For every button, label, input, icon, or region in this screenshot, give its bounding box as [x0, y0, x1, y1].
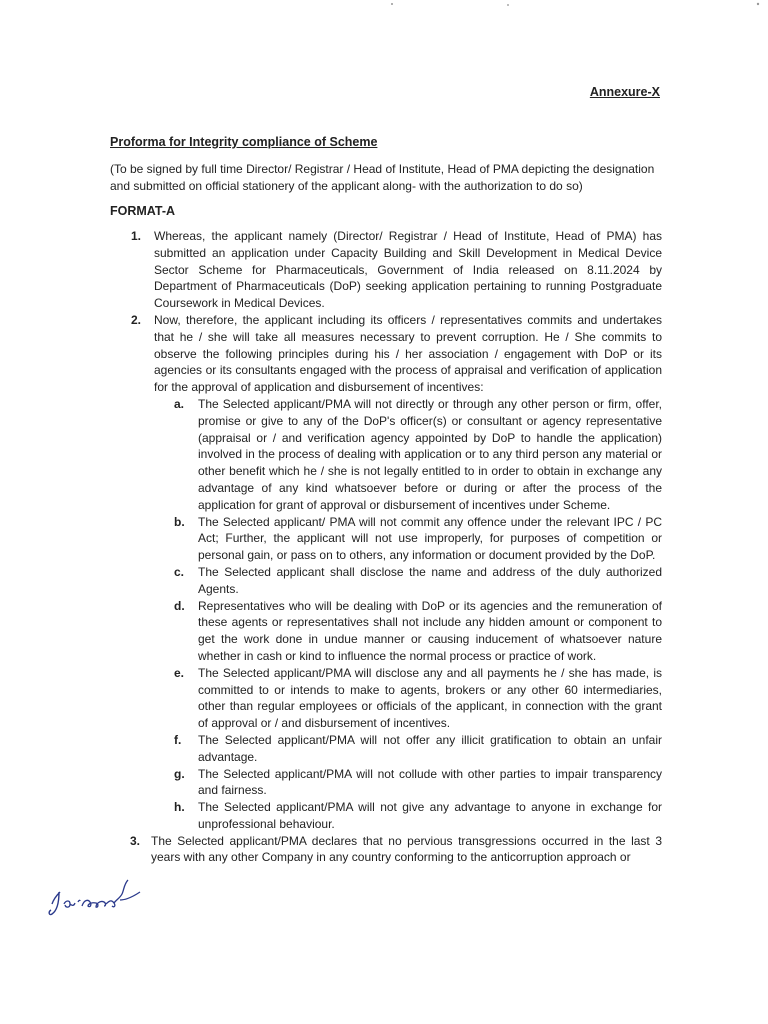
signature-stroke	[64, 901, 75, 907]
clause-text: The Selected applicant/PMA declares that no pervious transgressions occurred in the last 3 years with any other Company in any country conforming to the anticorruption approach or	[151, 833, 662, 865]
subclause-letter: d.	[174, 598, 185, 613]
subclause-e	[174, 665, 662, 732]
subclause-text: The Selected applicant/PMA will not offer any illicit gratification to obtain an unfair advantage.	[198, 732, 662, 764]
subclause-letter: g.	[174, 766, 185, 781]
subclause-text: The Selected applicant shall disclose the name and address of the duly authorized Agents.	[198, 564, 662, 596]
scan-dot	[507, 4, 509, 6]
subclause-c	[174, 564, 662, 598]
annexure-label: Annexure-X	[589, 85, 660, 99]
clause-number: 1.	[131, 229, 142, 243]
page-title: Proforma for Integrity compliance of Scheme	[110, 135, 378, 149]
clause-number: 2.	[131, 312, 142, 327]
subclause-h	[174, 799, 662, 833]
signature-stroke	[78, 900, 80, 902]
subclause-letter: b.	[174, 514, 185, 529]
signature-stroke	[106, 880, 128, 907]
subclause-b	[174, 514, 662, 564]
scan-dot	[391, 3, 393, 5]
subclause-letter: f.	[174, 732, 182, 747]
subclause-text: The Selected applicant/PMA will not give any advantage to anyone in exchange for unprofessional behaviour.	[198, 800, 662, 831]
subclause-g	[174, 766, 662, 800]
subclause-d	[174, 598, 662, 665]
subclause-letter: c.	[174, 564, 185, 579]
subclause-letter: h.	[174, 800, 185, 815]
subclause-letter: a.	[174, 396, 185, 411]
signature-stroke	[82, 900, 106, 907]
subclause-text: The Selected applicant/ PMA will not commit any offence under the relevant IPC / PC Act; Further, the applicant will not use improperly, for purposes of competition or personal gain, or pass on to others, any information or document provided by the DoP.	[198, 514, 662, 563]
clause-text: Whereas, the applicant namely (Director/ Registrar / Head of Institute, Head of PMA) has submitted an application under Capacity Building and Skill Development in Medical Device Sector Scheme for Pharmaceuticals, Government of India released on 8.11.2024 by Department of Pharmaceuticals (DoP) seeking application pertaining to running Postgraduate Coursework in Medical Devices.	[154, 229, 662, 311]
subclause-text: The Selected applicant/PMA will not collude with other parties to impair transparency and fairness.	[198, 766, 662, 798]
format-label: FORMAT-A	[110, 204, 176, 218]
clause-2	[110, 312, 662, 396]
clauses-list	[110, 228, 662, 866]
subclause-text: The Selected applicant/PMA will disclose any and all payments he / she has made, is committed to or intends to make to agents, brokers or any other 60 intermediaries, other than regular employees or officials of the applicant, in connection with the grant of approval or / and disbursement of incentives.	[198, 665, 662, 731]
clause-1	[110, 228, 662, 312]
clause-text: Now, therefore, the applicant including its officers / representatives commits and undertakes that he / she will take all measures necessary to prevent corruption. He / She commits to observe the following principles during his / her association / engagement with DoP or its agencies or its consultants engaged with the process of appraisal and verification of application for the approval of application and disbursement of incentives:	[154, 312, 662, 395]
subclause-text: Representatives who will be dealing with DoP or its agencies and the remuneration of these agents or representatives shall not include any hidden amount or component to get the work done in undue manner or causing inducement of whatsoever nature whether in cash or kind to influence the normal process or practice of work.	[198, 598, 662, 663]
subclause-list	[110, 396, 662, 833]
subclause-letter: e.	[174, 665, 185, 680]
subtitle-note: (To be signed by full time Director/ Registrar / Head of Institute, Head of PMA depicting the designation and submitted on official stationery of the applicant along- with the authorization to do so)	[110, 162, 655, 193]
signature-stroke	[49, 892, 60, 915]
scan-marks	[0, 0, 768, 20]
scan-dot	[757, 3, 759, 5]
subclause-text: The Selected applicant/PMA will not directly or through any other person or firm, offer, promise or give to any of the DoP's officer(s) or consultant or agency representative (appraisal or / and verification agency appointed by DoP to handle the application) involved in the process of dealing with application or to any third person any material or other benefit which he / she is not legally entitled to in order to obtain in exchange any advantage of any kind whatsoever before or during or after the process of the application for grant of approval or disbursement of incentives under Scheme.	[198, 396, 662, 512]
clause-number: 3.	[130, 833, 141, 848]
handwritten-signature	[44, 870, 164, 930]
subclause-f	[174, 732, 662, 766]
clause-3	[110, 833, 662, 867]
subclause-a	[174, 396, 662, 514]
